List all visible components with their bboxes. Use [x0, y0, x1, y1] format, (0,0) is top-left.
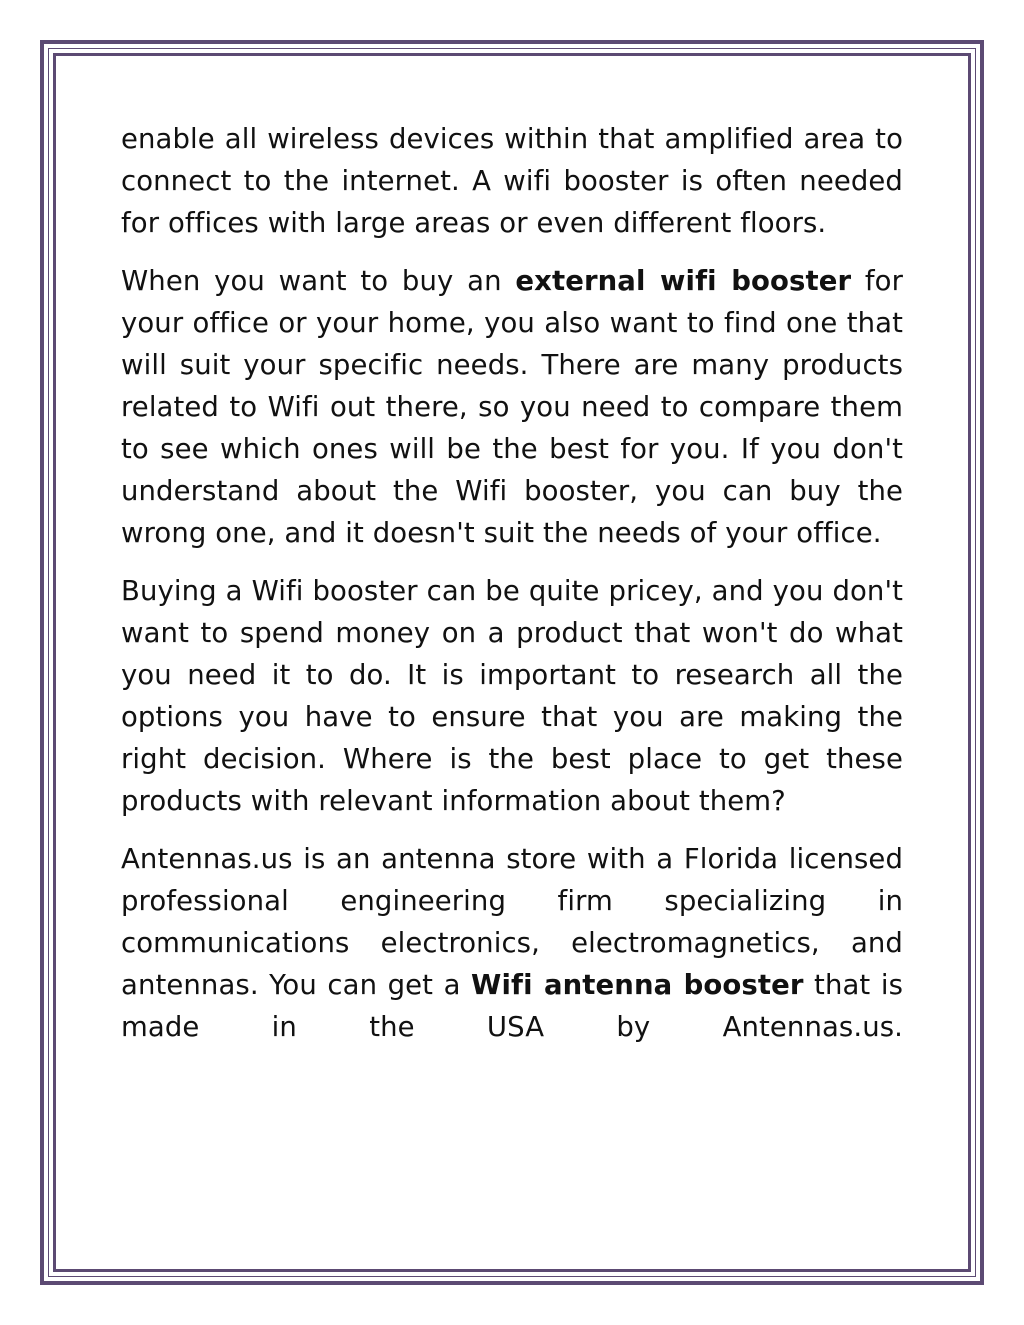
- paragraph-3-text: Buying a Wifi booster can be quite pricey, and you don't want to spend money on a product that won't do what you need it to do. It is important to research all the options you have to ensure that you are making the right decision. Where is the best place to get these products with relevant information about them?: [121, 575, 903, 817]
- wifi-antenna-booster-keyword: Wifi antenna booster: [471, 969, 804, 1001]
- document-body: [121, 118, 903, 1064]
- paragraph-2: [121, 260, 903, 554]
- paragraph-1-text: enable all wireless devices within that amplified area to connect to the internet. A wifi booster is often needed for offices with large areas or even different floors.: [121, 123, 903, 239]
- paragraph-3: [121, 570, 903, 822]
- paragraph-4-text-start: Antennas.us is an antenna store with a Florida licensed professional engineering firm specializing in communications electronics, electromagnetics, and antennas. You can get a: [121, 843, 903, 1001]
- paragraph-4: [121, 838, 903, 1048]
- external-wifi-booster-keyword: external wifi booster: [515, 265, 852, 297]
- paragraph-4-text-end: that is made in the USA by Antennas.us.: [121, 969, 903, 1043]
- paragraph-1: [121, 118, 903, 244]
- paragraph-2-text-end: for your office or your home, you also want to find one that will suit your specific needs. There are many products related to Wifi out there, so you need to compare them to see which ones will be the best for you. If you don't understand about the Wifi booster, you can buy the wrong one, and it doesn't suit the needs of your office.: [121, 265, 903, 549]
- paragraph-2-text-start: When you want to buy an: [121, 265, 516, 297]
